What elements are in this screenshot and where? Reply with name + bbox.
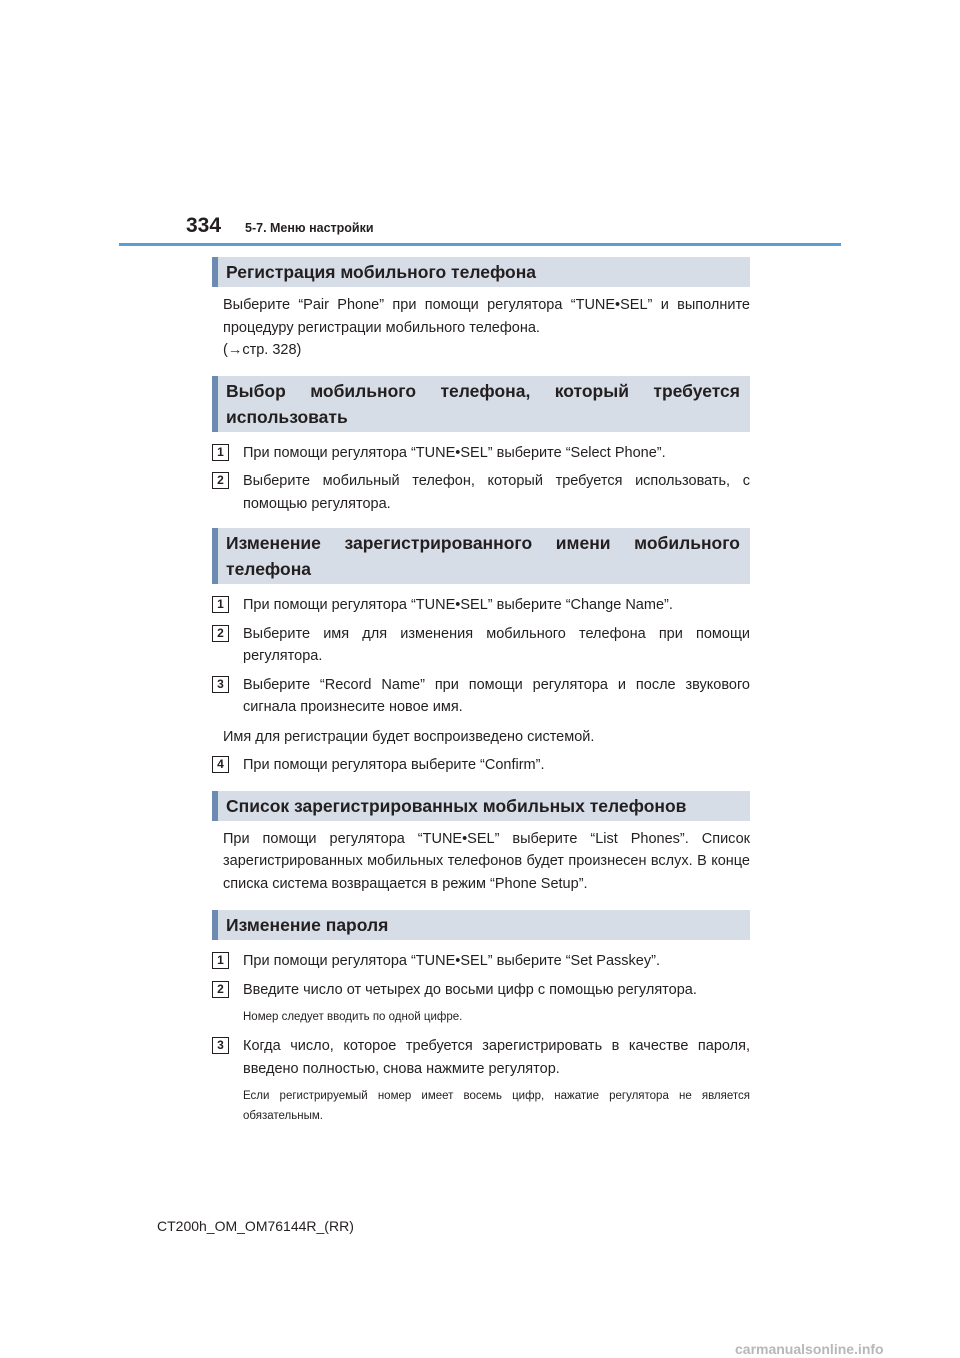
passkey-note-3: Если регистрируемый номер имеет восемь цифр, нажатие регулятора не является обязательным. [243, 1090, 750, 1122]
main-content [212, 257, 750, 1126]
step-number: 1 [212, 596, 229, 613]
step-number: 1 [212, 444, 229, 461]
rename-note: Имя для регистрации будет воспроизведено системой. [223, 728, 595, 745]
page-number: 334 [186, 214, 222, 237]
step-number: 1 [212, 952, 229, 969]
step-number: 2 [212, 625, 229, 642]
section-heading-list: Список зарегистрированных мобильных телефонов [212, 791, 750, 821]
step-text: При помощи регулятора “TUNE•SEL” выберите “Set Passkey”. [243, 953, 660, 969]
step-text: При помощи регулятора “TUNE•SEL” выберите “Change Name”. [243, 597, 673, 613]
step-text: Выберите “Record Name” при помощи регулятора и после звукового сигнала произнесите новое имя. [243, 676, 750, 715]
step-number: 2 [212, 472, 229, 489]
step-number: 3 [212, 676, 229, 693]
watermark: carmanualsonline.info [735, 1341, 884, 1357]
register-page-ref[interactable]: (→стр. 328) [223, 342, 302, 358]
passkey-step-2 [212, 979, 750, 1002]
chapter-title: 5-7. Меню настройки [245, 221, 374, 235]
section-heading-select: Выбор мобильного телефона, который требуется использовать [212, 376, 750, 432]
rename-step-1 [212, 594, 750, 617]
section-heading-register: Регистрация мобильного телефона [212, 257, 750, 287]
section-heading-passkey: Изменение пароля [212, 910, 750, 940]
step-text: Выберите имя для изменения мобильного телефона при помощи регулятора. [243, 625, 750, 664]
list-text: При помощи регулятора “TUNE•SEL” выберите “List Phones”. Список зарегистрированных мобильных телефонов будет произнесен вслух. В конце списка система возвращается в режим “Phone Setup”. [223, 830, 750, 892]
rename-step-3 [212, 674, 750, 719]
rename-step-4 [212, 754, 750, 777]
step-text: При помощи регулятора выберите “Confirm”. [243, 757, 545, 773]
step-text: Введите число от четырех до восьми цифр с помощью регулятора. [243, 981, 697, 998]
select-step-2 [212, 470, 750, 515]
step-number: 4 [212, 756, 229, 773]
rename-step-2 [212, 623, 750, 668]
select-step-1 [212, 442, 750, 465]
section-heading-rename: Изменение зарегистрированного имени мобильного телефона [212, 528, 750, 584]
step-text: При помощи регулятора “TUNE•SEL” выберите “Select Phone”. [243, 444, 666, 461]
step-number: 2 [212, 981, 229, 998]
passkey-step-1 [212, 950, 750, 973]
passkey-note-2: Номер следует вводить по одной цифре. [243, 1011, 463, 1023]
step-number: 3 [212, 1037, 229, 1054]
header-rule [119, 243, 841, 246]
step-text: Выберите мобильный телефон, который требуется использовать, с помощью регулятора. [243, 473, 750, 512]
footer-model-code: CT200h_OM_OM76144R_(RR) [157, 1218, 354, 1234]
passkey-step-3 [212, 1035, 750, 1080]
step-text: Когда число, которое требуется зарегистрировать в качестве пароля, введено полностью, снова нажмите регулятор. [243, 1038, 750, 1077]
register-text: Выберите “Pair Phone” при помощи регулятора “TUNE•SEL” и выполните процедуру регистрации мобильного телефона. [223, 297, 750, 336]
